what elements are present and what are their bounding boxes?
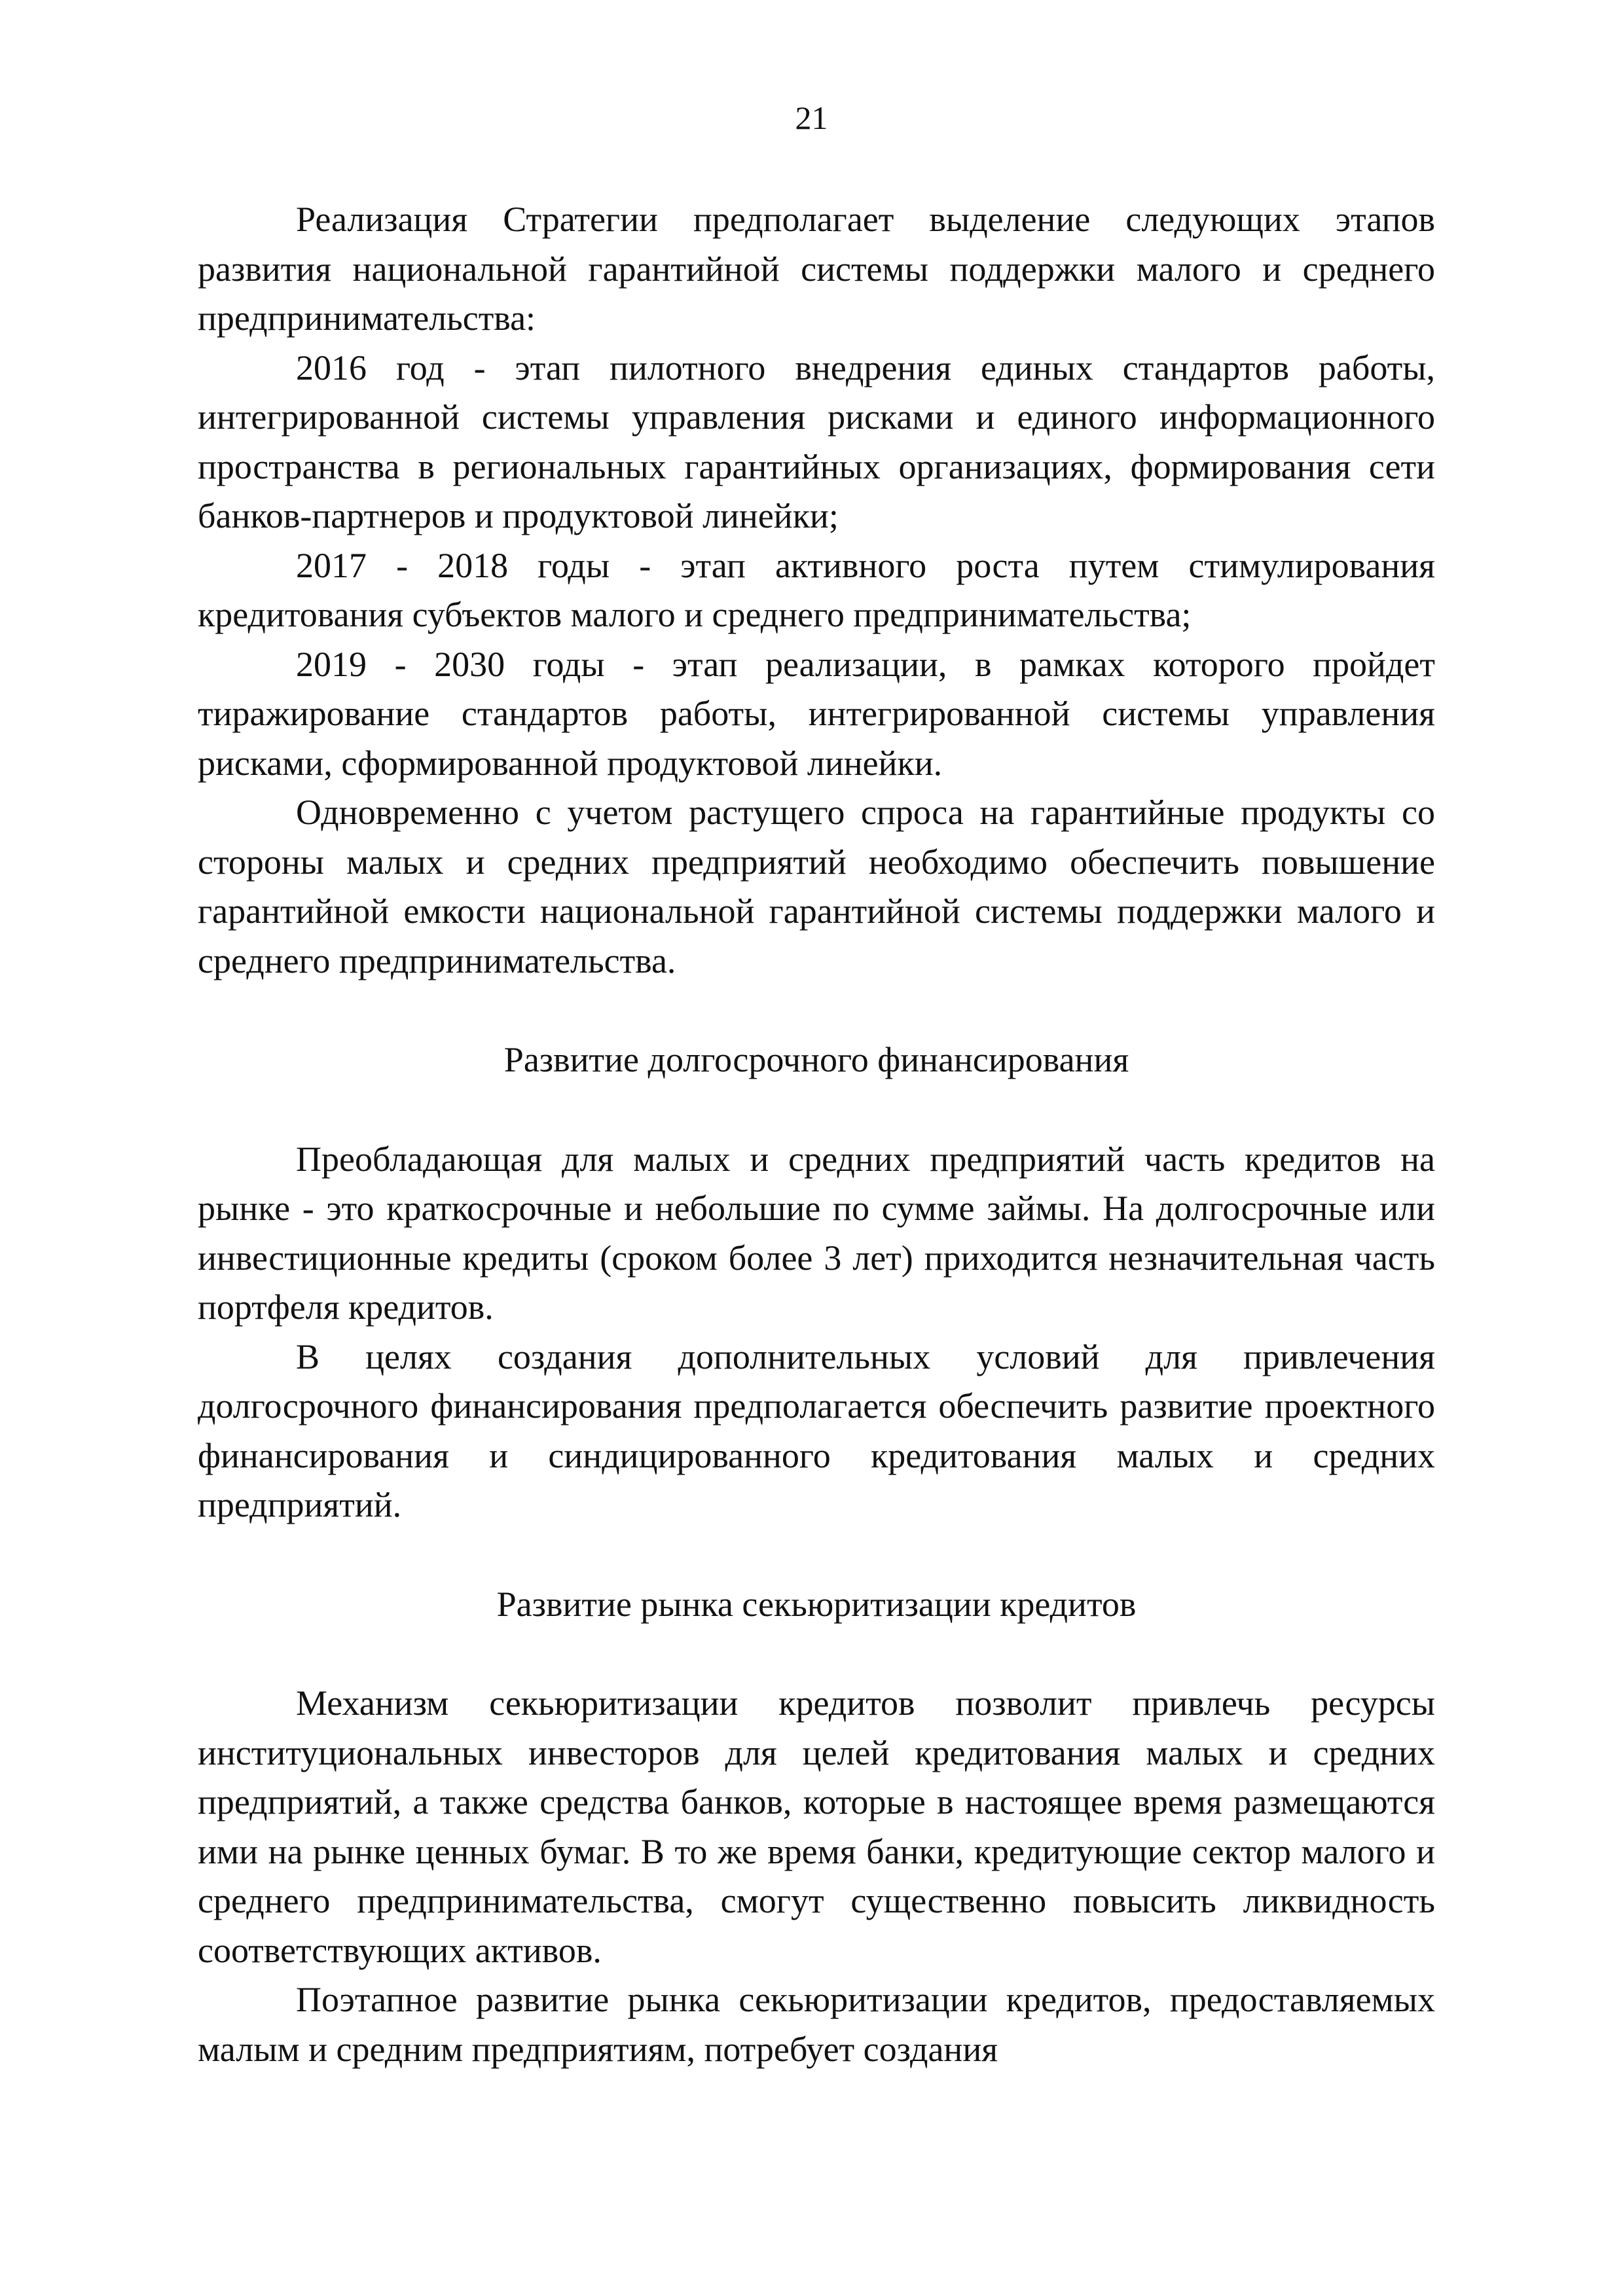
page-body xyxy=(198,195,1435,2074)
spacer xyxy=(198,986,1435,1035)
section-heading-long-term-financing: Развитие долгосрочного финансирования xyxy=(503,1040,1129,1079)
page-number: 21 xyxy=(795,99,828,136)
paragraph-securitization-mechanism: Механизм секьюритизации кредитов позволит привлечь ресурсы институциональных инвесторов для целей кредитования малых и средних предприятий, а также средства банков, которые в настоящее время размещаются ими на рынке ценных бумаг. В то же время банки, кредитующие сектор малого и среднего предпринимательства, смогут существенно повысить ликвидность соответствующих активов. xyxy=(198,1683,1435,1970)
spacer xyxy=(198,1530,1435,1580)
spacer xyxy=(198,1629,1435,1679)
paragraph-stage-2016: 2016 год - этап пилотного внедрения единых стандартов работы, интегрированной системы управления рисками и единого информационного пространства в региональных гарантийных организациях, формирования сети банков-партнеров и продуктовой линейки; xyxy=(198,348,1435,535)
paragraph-guarantee-capacity: Одновременно с учетом растущего спроса на гарантийные продукты со стороны малых и средних предприятий необходимо обеспечить повышение гарантийной емкости национальной гарантийной системы поддержки малого и среднего предпринимательства. xyxy=(198,793,1435,980)
paragraph-short-term-loans: Преобладающая для малых и средних предприятий часть кредитов на рынке - это краткосрочные и небольшие по сумме займы. На долгосрочные или инвестиционные кредиты (сроком более 3 лет) приходится незначительная часть портфеля кредитов. xyxy=(198,1139,1435,1327)
paragraph-intro: Реализация Стратегии предполагает выделение следующих этапов развития национальной гарантийной системы поддержки малого и среднего предпринимательства: xyxy=(198,200,1435,338)
section-heading-securitization: Развитие рынка секьюритизации кредитов xyxy=(496,1584,1137,1624)
paragraph-phased-development: Поэтапное развитие рынка секьюритизации кредитов, предоставляемых малым и средним предприятиям, потребует создания xyxy=(198,1980,1435,2069)
paragraph-project-financing: В целях создания дополнительных условий для привлечения долгосрочного финансирования предполагается обеспечить развитие проектного финансирования и синдицированного кредитования малых и средних предприятий. xyxy=(198,1336,1435,1524)
paragraph-stage-2017-2018: 2017 - 2018 годы - этап активного роста путем стимулирования кредитования субъектов малого и среднего предпринимательства; xyxy=(198,545,1435,634)
paragraph-stage-2019-2030: 2019 - 2030 годы - этап реализации, в рамках которого пройдет тиражирование стандартов работы, интегрированной системы управления рисками, сформированной продуктовой линейки. xyxy=(198,644,1435,783)
spacer xyxy=(198,1085,1435,1135)
